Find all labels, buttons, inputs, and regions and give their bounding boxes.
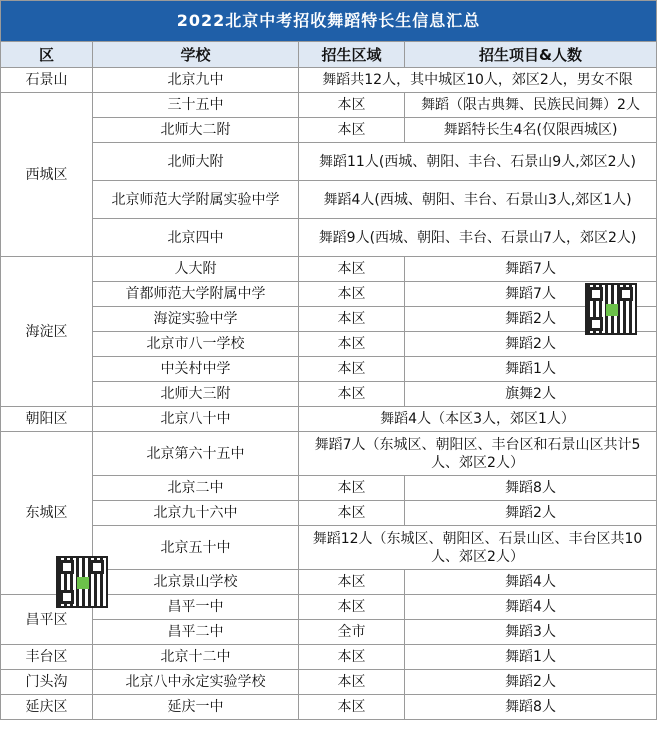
area-cell: 本区 xyxy=(299,118,405,143)
district-cell: 延庆区 xyxy=(1,695,93,720)
area-cell: 本区 xyxy=(299,282,405,307)
table-row xyxy=(1,670,657,695)
area-cell: 本区 xyxy=(299,332,405,357)
table-row xyxy=(1,282,657,307)
table-row xyxy=(1,118,657,143)
school-cell: 北师大三附 xyxy=(93,382,299,407)
project-cell: 舞蹈特长生4名(仅限西城区) xyxy=(405,118,657,143)
table-title: 2022北京中考招收舞蹈特长生信息汇总 xyxy=(1,1,657,42)
school-cell: 北京师范大学附属实验中学 xyxy=(93,181,299,219)
merged-info-cell: 舞蹈12人（东城区、朝阳区、石景山区、丰台区共10人、郊区2人） xyxy=(299,526,657,570)
school-cell: 北京十二中 xyxy=(93,645,299,670)
header-school: 学校 xyxy=(93,42,299,68)
area-cell: 本区 xyxy=(299,382,405,407)
area-cell: 本区 xyxy=(299,695,405,720)
qr-code-icon xyxy=(585,283,637,335)
school-cell: 北京市八一学校 xyxy=(93,332,299,357)
merged-info-cell: 舞蹈9人(西城、朝阳、丰台、石景山7人，郊区2人) xyxy=(299,219,657,257)
project-cell: 舞蹈2人 xyxy=(405,307,657,332)
table-row xyxy=(1,181,657,219)
school-cell: 昌平一中 xyxy=(93,595,299,620)
area-cell: 本区 xyxy=(299,357,405,382)
table-row xyxy=(1,357,657,382)
school-cell: 北师大附 xyxy=(93,143,299,181)
school-cell: 北京九十六中 xyxy=(93,501,299,526)
district-cell: 门头沟 xyxy=(1,670,93,695)
school-cell: 北师大二附 xyxy=(93,118,299,143)
area-cell: 本区 xyxy=(299,570,405,595)
project-cell: 舞蹈8人 xyxy=(405,695,657,720)
merged-info-cell: 舞蹈4人（本区3人，郊区1人） xyxy=(299,407,657,432)
project-cell: 舞蹈4人 xyxy=(405,595,657,620)
school-cell: 北京四中 xyxy=(93,219,299,257)
project-cell: 舞蹈2人 xyxy=(405,501,657,526)
school-cell: 北京二中 xyxy=(93,476,299,501)
table-row xyxy=(1,143,657,181)
area-cell: 本区 xyxy=(299,93,405,118)
area-cell: 本区 xyxy=(299,307,405,332)
project-cell: 舞蹈1人 xyxy=(405,645,657,670)
school-cell: 北京第六十五中 xyxy=(93,432,299,476)
school-cell: 海淀实验中学 xyxy=(93,307,299,332)
project-cell: 舞蹈7人 xyxy=(405,282,657,307)
school-cell: 北京八中永定实验学校 xyxy=(93,670,299,695)
area-cell: 本区 xyxy=(299,595,405,620)
area-cell: 本区 xyxy=(299,501,405,526)
header-district: 区 xyxy=(1,42,93,68)
table-row xyxy=(1,645,657,670)
project-cell: 舞蹈4人 xyxy=(405,570,657,595)
district-cell: 丰台区 xyxy=(1,645,93,670)
merged-info-cell: 舞蹈7人（东城区、朝阳区、丰台区和石景山区共计5人、郊区2人） xyxy=(299,432,657,476)
table-row xyxy=(1,68,657,93)
merged-info-cell: 舞蹈4人(西城、朝阳、丰台、石景山3人,郊区1人) xyxy=(299,181,657,219)
district-cell: 西城区 xyxy=(1,93,93,257)
table-row xyxy=(1,476,657,501)
school-cell: 人大附 xyxy=(93,257,299,282)
area-cell: 本区 xyxy=(299,645,405,670)
table-row xyxy=(1,382,657,407)
school-cell: 北京九中 xyxy=(93,68,299,93)
table-row xyxy=(1,407,657,432)
header-area: 招生区域 xyxy=(299,42,405,68)
project-cell: 舞蹈3人 xyxy=(405,620,657,645)
area-cell: 本区 xyxy=(299,670,405,695)
school-cell: 北京八十中 xyxy=(93,407,299,432)
district-cell: 昌平区 xyxy=(1,595,93,645)
school-cell: 北京五十中 xyxy=(93,526,299,570)
table-row xyxy=(1,93,657,118)
table-row xyxy=(1,501,657,526)
school-cell: 三十五中 xyxy=(93,93,299,118)
project-cell: 旗舞2人 xyxy=(405,382,657,407)
project-cell: 舞蹈8人 xyxy=(405,476,657,501)
project-cell: 舞蹈1人 xyxy=(405,357,657,382)
school-cell: 北京景山学校 xyxy=(93,570,299,595)
table-row xyxy=(1,219,657,257)
school-cell: 首都师范大学附属中学 xyxy=(93,282,299,307)
project-cell: 舞蹈（限古典舞、民族民间舞）2人 xyxy=(405,93,657,118)
merged-info-cell: 舞蹈11人(西城、朝阳、丰台、石景山9人,郊区2人) xyxy=(299,143,657,181)
table-row xyxy=(1,307,657,332)
table-row xyxy=(1,257,657,282)
merged-info-cell: 舞蹈共12人，其中城区10人，郊区2人，男女不限 xyxy=(299,68,657,93)
district-cell: 石景山 xyxy=(1,68,93,93)
area-cell: 全市 xyxy=(299,620,405,645)
area-cell: 本区 xyxy=(299,257,405,282)
project-cell: 舞蹈2人 xyxy=(405,332,657,357)
school-cell: 中关村中学 xyxy=(93,357,299,382)
qr-code-icon xyxy=(56,556,108,608)
project-cell: 舞蹈7人 xyxy=(405,257,657,282)
district-cell: 东城区 xyxy=(1,432,93,595)
school-cell: 延庆一中 xyxy=(93,695,299,720)
school-cell: 昌平二中 xyxy=(93,620,299,645)
table-row xyxy=(1,695,657,720)
header-row xyxy=(1,42,657,68)
table-row xyxy=(1,620,657,645)
header-project: 招生项目&人数 xyxy=(405,42,657,68)
table-row xyxy=(1,332,657,357)
table-row xyxy=(1,432,657,476)
project-cell: 舞蹈2人 xyxy=(405,670,657,695)
district-cell: 海淀区 xyxy=(1,257,93,407)
district-cell: 朝阳区 xyxy=(1,407,93,432)
area-cell: 本区 xyxy=(299,476,405,501)
